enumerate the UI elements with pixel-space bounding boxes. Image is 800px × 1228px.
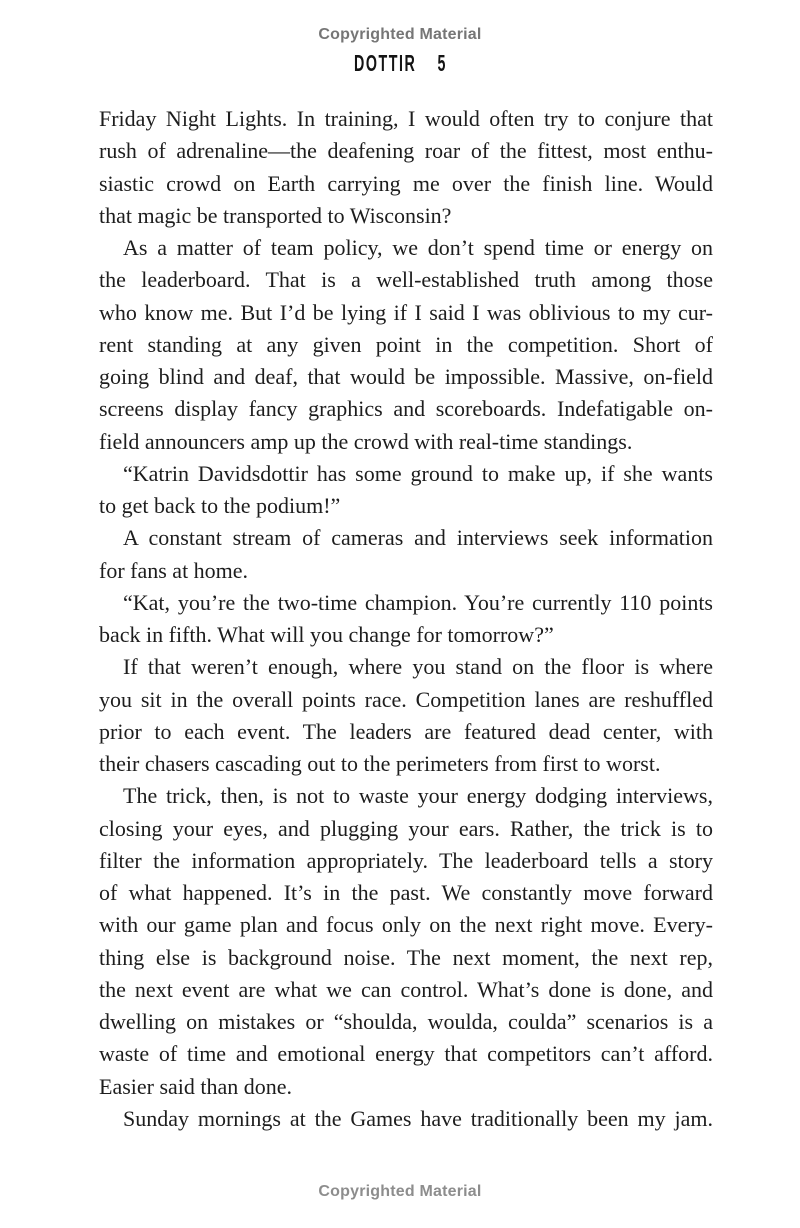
text-line: who know me. But I’d be lying if I said I was oblivious to my cur- bbox=[99, 299, 713, 325]
text-line: you sit in the overall points race. Competition lanes are reshuffled bbox=[99, 686, 713, 712]
text-line: Sunday mornings at the Games have traditionally been my jam. bbox=[123, 1105, 713, 1131]
copyright-notice-bottom: Copyrighted Material bbox=[318, 1183, 482, 1200]
text-line: for fans at home. bbox=[99, 557, 249, 583]
text-line: closing your eyes, and plugging your ears. Rather, the trick is to bbox=[99, 815, 713, 841]
running-header bbox=[0, 52, 800, 76]
text-line: the leaderboard. That is a well-established truth among those bbox=[99, 267, 713, 293]
text-line: prior to each event. The leaders are featured dead center, with bbox=[99, 718, 713, 744]
text-line: going blind and deaf, that would be impossible. Massive, on-field bbox=[99, 364, 713, 389]
text-line: siastic crowd on Earth carrying me over the finish line. Would bbox=[99, 170, 713, 196]
running-header-text bbox=[354, 52, 445, 75]
text-line: with our game plan and focus only on the next right move. Every- bbox=[99, 912, 713, 938]
book-title: DOTTIR bbox=[354, 50, 417, 76]
text-line: that magic be transported to Wisconsin? bbox=[99, 202, 452, 228]
text-line: thing else is background noise. The next moment, the next rep, bbox=[99, 944, 713, 970]
text-line: dwelling on mistakes or “shoulda, woulda, coulda” scenarios is a bbox=[99, 1009, 713, 1034]
body-text bbox=[99, 103, 713, 1135]
text-line: “Kat, you’re the two-time champion. You’re currently 110 points bbox=[123, 589, 713, 615]
text-line: their chasers cascading out to the perimeters from first to worst. bbox=[99, 751, 661, 776]
copyright-notice-top: Copyrighted Material bbox=[318, 26, 482, 43]
text-line: back in fifth. What will you change for tomorrow?” bbox=[99, 622, 554, 647]
page-number: 5 bbox=[437, 50, 446, 76]
text-line: Friday Night Lights. In training, I would often try to conjure that bbox=[99, 106, 713, 131]
text-line: As a matter of team policy, we don’t spend time or energy on bbox=[123, 235, 713, 260]
text-line: filter the information appropriately. The leaderboard tells a story bbox=[99, 847, 713, 873]
text-line: Easier said than done. bbox=[99, 1073, 293, 1099]
text-line: rent standing at any given point in the competition. Short of bbox=[99, 331, 713, 357]
text-line: of what happened. It’s in the past. We constantly move forward bbox=[99, 880, 713, 905]
text-line: to get back to the podium!” bbox=[99, 493, 341, 518]
text-line: A constant stream of cameras and interviews seek information bbox=[123, 525, 713, 551]
text-line: waste of time and emotional energy that competitors can’t afford. bbox=[99, 1041, 713, 1067]
text-line: the next event are what we can control. What’s done is done, and bbox=[99, 976, 713, 1002]
text-line: rush of adrenaline—the deafening roar of the fittest, most enthu- bbox=[99, 138, 713, 164]
text-line: The trick, then, is not to waste your energy dodging interviews, bbox=[123, 783, 713, 809]
text-line: If that weren’t enough, where you stand on the floor is where bbox=[123, 654, 713, 680]
text-line: screens display fancy graphics and scoreboards. Indefatigable on- bbox=[99, 396, 713, 422]
text-line: field announcers amp up the crowd with real-time standings. bbox=[99, 428, 633, 454]
text-line: “Katrin Davidsdottir has some ground to make up, if she wants bbox=[123, 460, 713, 486]
